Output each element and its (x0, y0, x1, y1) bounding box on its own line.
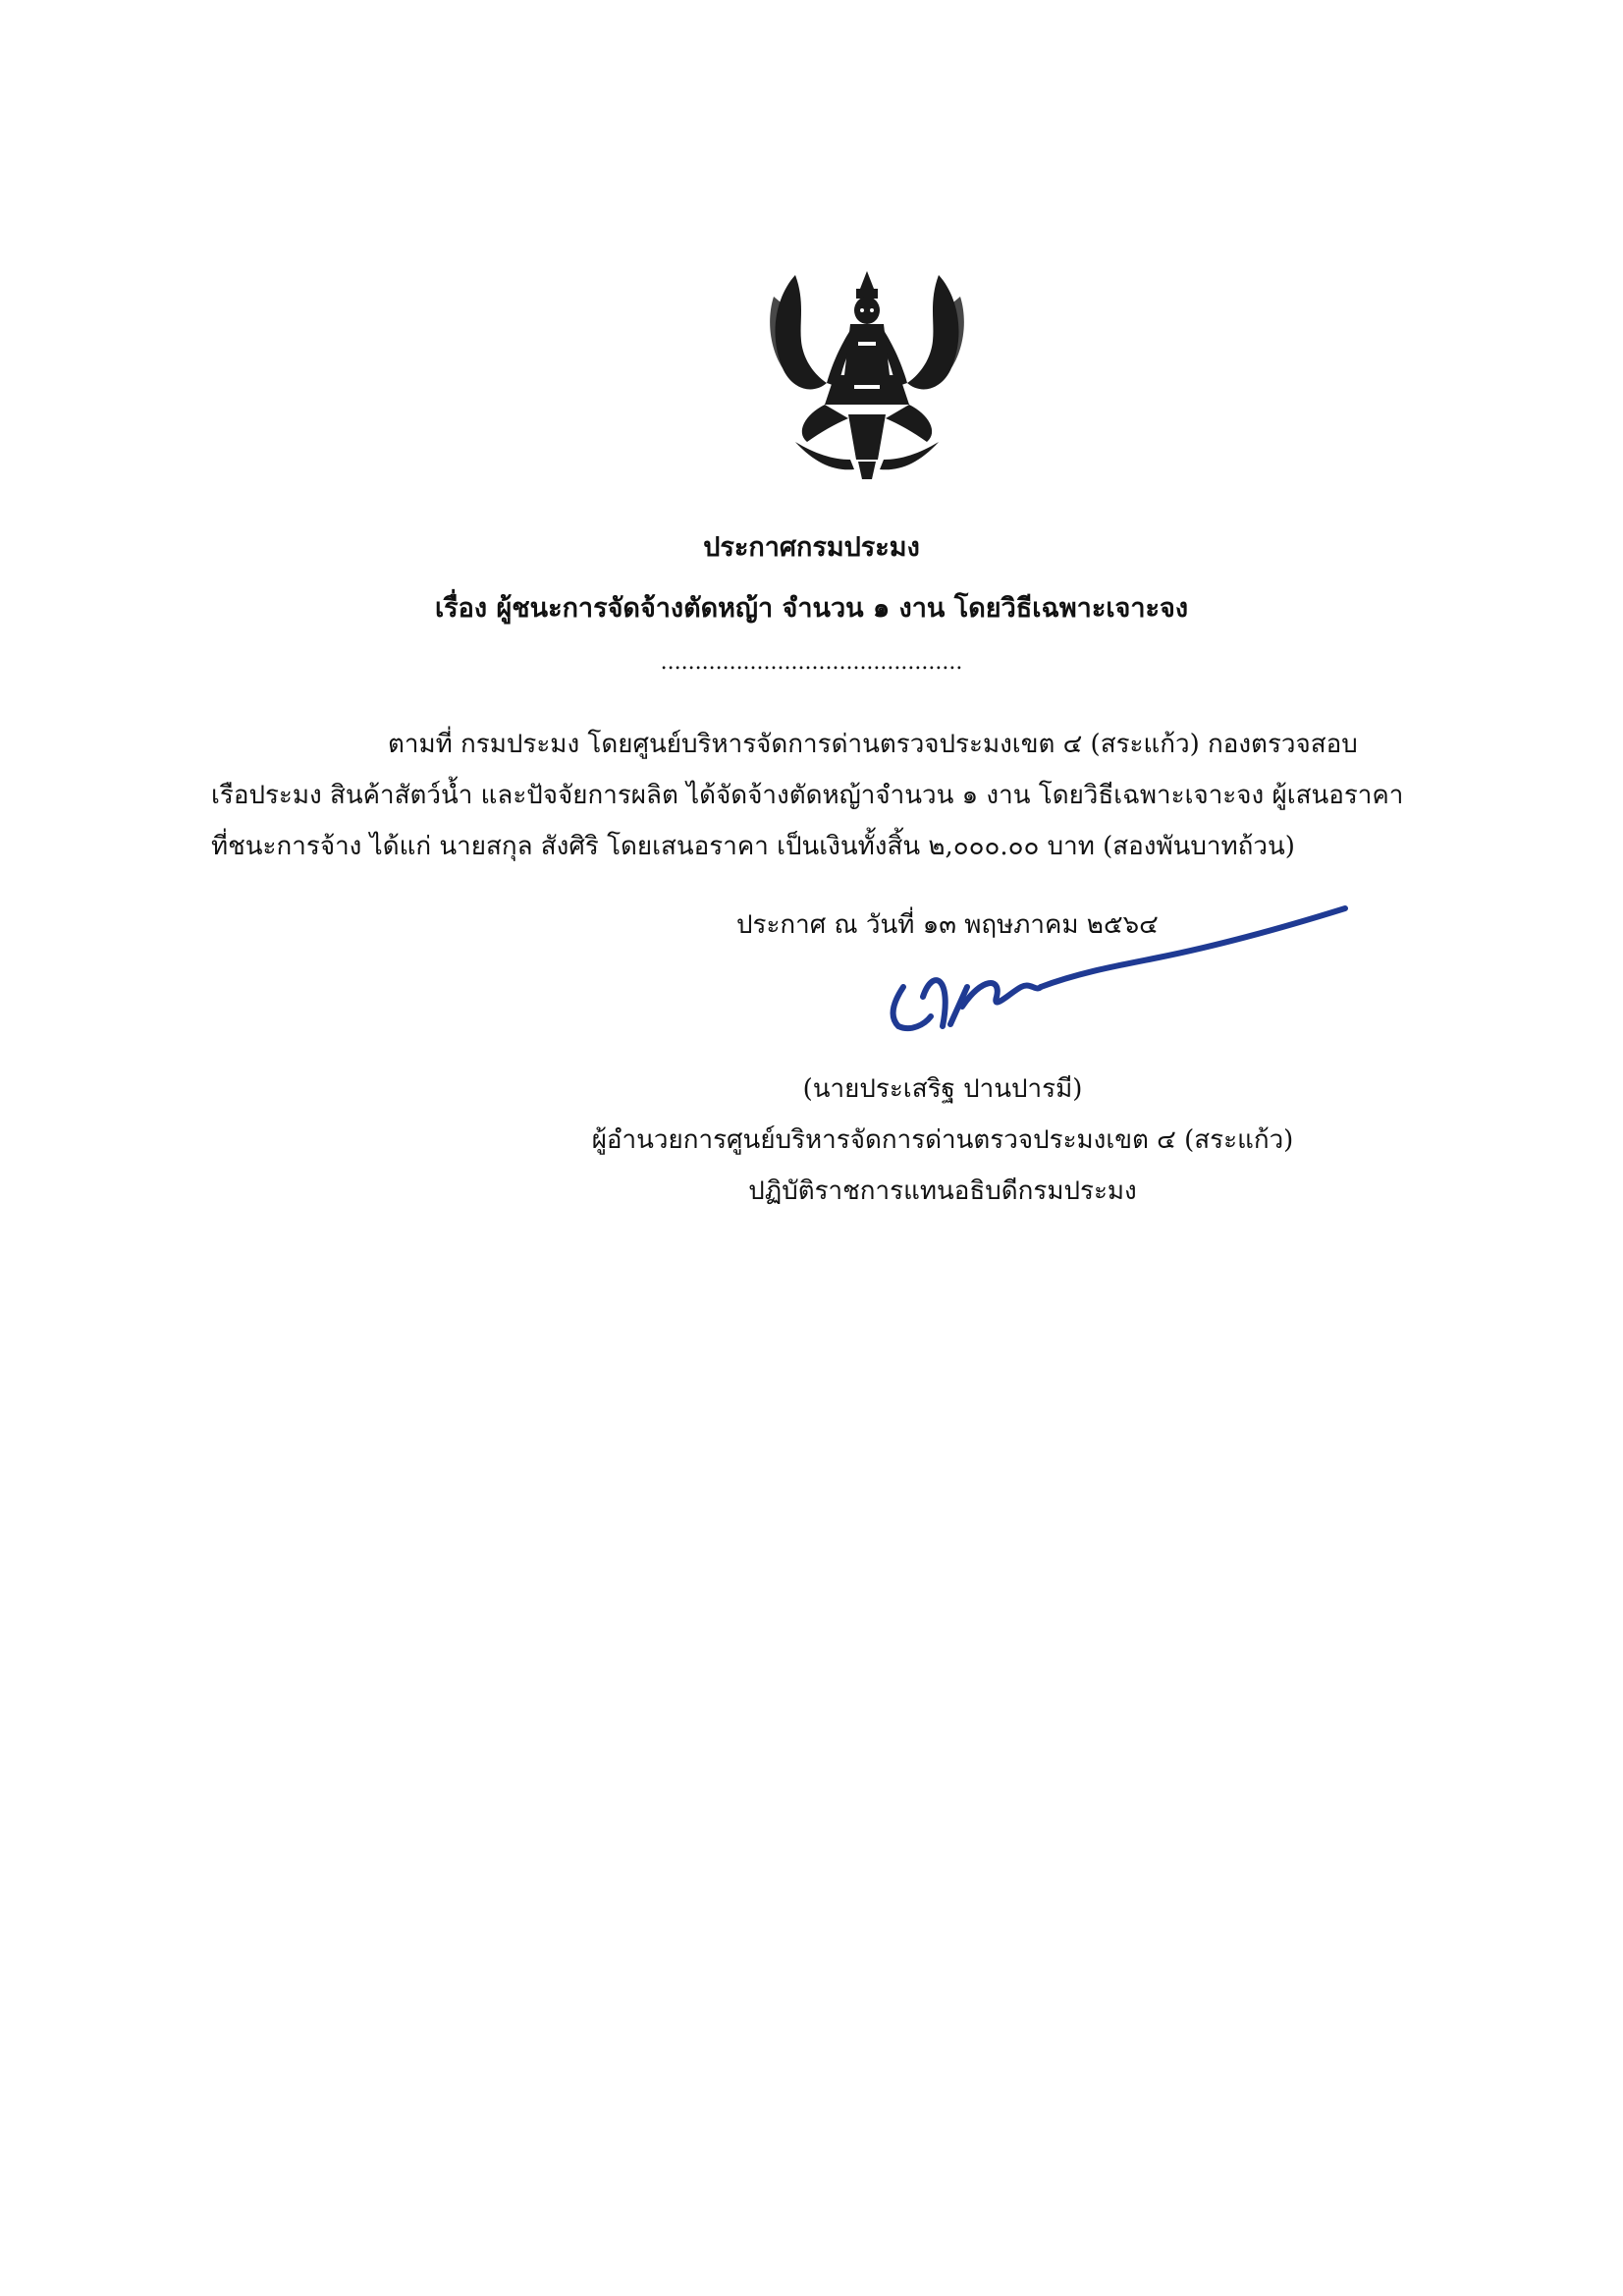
announcement-title: ประกาศกรมประมง (703, 532, 920, 563)
announcement-subject: เรื่อง ผู้ชนะการจัดจ้างตัดหญ้า จำนวน ๑ งาน โดยวิธีเฉพาะเจาะจง (434, 593, 1189, 624)
title-separator: ............................................ (660, 650, 963, 675)
body-line-2: เรือประมง สินค้าสัตว์น้ำ และปัจจัยการผลิต ได้จัดจ้างตัดหญ้าจำนวน ๑ งาน โดยวิธีเฉพาะเจาะจง ผู้เสนอราคา (211, 781, 1404, 810)
signatory-position: ผู้อำนวยการศูนย์บริหารจัดการด่านตรวจประมงเขต ๔ (สระแก้ว) (591, 1125, 1294, 1155)
body-line-1: ตามที่ กรมประมง โดยศูนย์บริหารจัดการด่านตรวจประมงเขต ๔ (สระแก้ว) กองตรวจสอบ (388, 730, 1358, 759)
body-line-3: ที่ชนะการจ้าง ได้แก่ นายสกุล สังศิริ โดยเสนอราคา เป็นเงินทั้งสิ้น ๒,๐๐๐.๐๐ บาท (สองพันบาทถ้วน) (211, 832, 1295, 861)
signatory-name: (นายประเสริฐ ปานปารมี) (802, 1074, 1083, 1104)
announcement-date: ประกาศ ณ วันที่ ๑๓ พฤษภาคม ๒๕๖๔ (736, 910, 1159, 940)
signatory-block (550, 1064, 1335, 1217)
handwritten-signature-icon (864, 879, 1355, 1046)
signatory-acting-for: ปฏิบัติราชการแทนอธิบดีกรมประมง (748, 1176, 1137, 1206)
garuda-emblem-icon (756, 267, 978, 483)
